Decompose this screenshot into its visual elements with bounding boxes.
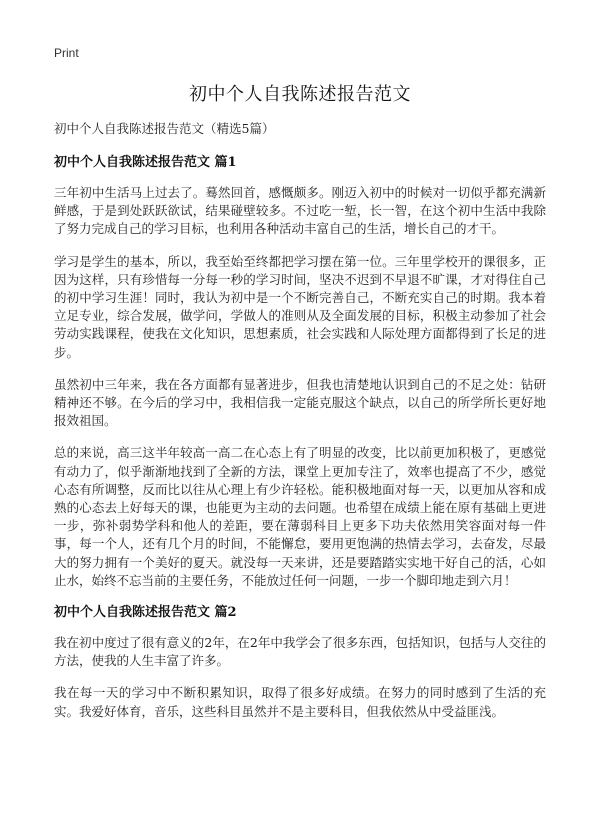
page-title: 初中个人自我陈述报告范文 [189, 84, 411, 105]
section-2 [54, 604, 546, 721]
paragraph: 虽然初中三年来，我在各方面都有显著进步，但我也清楚地认识到自己的不足之处：钻研精神还不够。在今后的学习中，我相信我一定能克服这个缺点，以自己的所学所长更好地报效祖国。 [54, 376, 546, 429]
section-heading: 初中个人自我陈述报告范文 篇2 [54, 605, 237, 621]
section-1 [54, 154, 546, 590]
print-link[interactable]: Print [54, 46, 79, 60]
paragraph: 总的来说，高三这半年较高一高二在心态上有了明显的改变，比以前更加积极了，更感觉有动力了，似乎渐渐地找到了全新的方法，课堂上更加专注了，效率也提高了不少，感觉心态有所调整，反而比以往从心理上有少许轻松。能积极地面对每一天，以更加从容和成熟的心态去上好每天的课，也能更为主动的去问题。也希望在成绩上能在原有基础上更进一步，弥补弱势学科和他人的差距，要在薄弱科目上更多下功夫依然用笑容面对每一件事，每一个人，还有几个月的时间，不能懈怠，要用更饱满的热情去学习，去奋发，尽最大的努力拥有一个美好的夏天。就没每一天来讲，还是要踏踏实实地干好自己的活，心如止水，始终不忘当前的主要任务，不能放过任何一问题，一步一个脚印地走到六月！ [54, 445, 546, 588]
paragraph: 学习是学生的基本，所以，我至始至终都把学习摆在第一位。三年里学校开的课很多，正因为这样，只有珍惜每一分每一秒的学习时间，坚决不迟到不早退不旷课，才对得住自己的初中学习生涯！同时，我认为初中是一个不断完善自己，不断充实自己的时期。我本着立足专业，综合发展，做学问，学做人的准则从及全面发展的目标，积极主动参加了社会劳动实践课程，使我在文化知识，思想素质，社会实践和人际处理方面都得到了长足的进步。 [54, 253, 546, 360]
document-body [54, 120, 546, 735]
paragraph: 三年初中生活马上过去了。蓦然回首，感慨颇多。刚迈入初中的时候对一切似乎都充满新鲜感，于是到处跃跃欲试，结果碰壁较多。不过吃一堑，长一智，在这个初中生活中我除了努力完成自己的学习目标，也利用各种活动丰富自己的生活，增长自己的才干。 [54, 185, 546, 237]
document-subtitle: 初中个人自我陈述报告范文（精选5篇） [54, 121, 275, 136]
section-heading: 初中个人自我陈述报告范文 篇1 [54, 155, 237, 170]
paragraph: 我在每一天的学习中不断积累知识，取得了很多好成绩。在努力的同时感到了生活的充实。我爱好体育，音乐，这些科目虽然并不是主要科目，但我依然从中受益匪浅。 [54, 685, 546, 719]
paragraph: 我在初中度过了很有意义的2年，在2年中我学会了很多东西，包括知识，包括与人交往的方法，使我的人生丰富了许多。 [54, 635, 546, 669]
